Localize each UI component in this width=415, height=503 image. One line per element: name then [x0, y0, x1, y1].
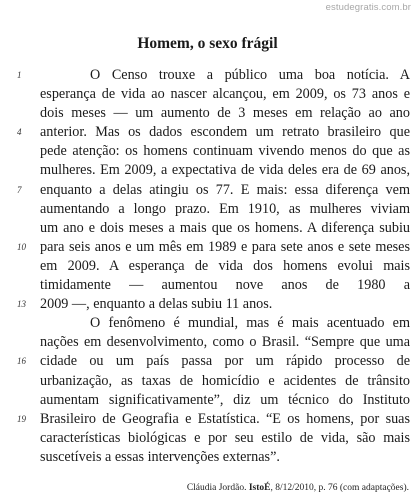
line-text: O fenômeno é mundial, mas é mais acentuado em — [90, 315, 410, 332]
text-line — [0, 181, 415, 200]
line-text: suscetíveis a essas intervenções externas”. — [40, 448, 280, 465]
text-body — [0, 66, 415, 467]
text-line — [0, 219, 415, 238]
line-text: nações em desenvolvimento, como o Brasil. “Sempre que uma — [40, 334, 410, 351]
line-text: 2009 —, enquanto a delas subiu 11 anos. — [40, 296, 273, 313]
text-line — [0, 257, 415, 276]
line-number: 19 — [17, 413, 26, 424]
text-line — [0, 391, 415, 410]
line-text: aumentam significativamente”, diz um técnico do Instituto — [40, 391, 410, 408]
text-line — [0, 200, 415, 219]
text-line — [0, 352, 415, 371]
text-line — [0, 85, 415, 104]
line-number: 1 — [17, 70, 22, 80]
text-line — [0, 314, 415, 333]
line-number: 7 — [17, 184, 22, 195]
text-line — [0, 238, 415, 257]
text-line — [0, 333, 415, 352]
line-text: aumentando a longo prazo. Em 1910, as mulheres viviam — [40, 200, 410, 217]
document-title: Homem, o sexo frágil — [137, 35, 278, 52]
text-line — [0, 123, 415, 142]
line-text: em 2009. A esperança de vida dos homens evolui mais — [40, 257, 410, 274]
line-text: mulheres. Em 2009, a expectativa de vida deles era de 69 anos, — [40, 162, 410, 179]
line-text: para seis anos e um mês em 1989 e para sete anos e sete meses — [40, 238, 410, 255]
line-number: 4 — [17, 127, 22, 138]
line-number: 10 — [17, 241, 26, 252]
line-text: cidade ou um país passa por um rápido processo de — [40, 353, 410, 370]
line-text: urbanização, as taxas de homicídio e acidentes de trânsito — [40, 372, 410, 389]
line-text: anterior. Mas os dados escondem um retrato brasileiro que — [40, 124, 410, 141]
text-line — [0, 429, 415, 448]
line-text: timidamente — aumentou nove anos de 1980 a — [40, 277, 410, 294]
source-details: , 8/12/2010, p. 76 (com adaptações). — [270, 483, 409, 493]
line-text: características biológicas e por seu estilo de vida, são mais — [40, 429, 410, 446]
line-number: 16 — [17, 356, 26, 367]
source-citation — [187, 483, 409, 493]
line-text: esperança de vida ao nascer alcançou, em 2009, os 73 anos e — [40, 86, 410, 103]
source-author: Cláudia Jordão. — [186, 483, 247, 493]
text-line — [0, 104, 415, 123]
text-line — [0, 448, 415, 467]
line-text: dois meses — um aumento de 3 meses em relação ao ano — [40, 105, 410, 122]
text-line — [0, 372, 415, 391]
text-line — [0, 295, 415, 314]
watermark: estudegratis.com.br — [325, 2, 411, 13]
line-text: pede atenção: os homens continuam vivendo menos do que as — [40, 143, 410, 160]
source-publication: IstoÉ — [248, 483, 271, 493]
line-text: O Censo trouxe a público uma boa notícia. A — [90, 67, 410, 83]
text-line — [0, 142, 415, 161]
line-number: 13 — [17, 299, 26, 310]
text-line — [0, 161, 415, 180]
line-text: um ano e dois meses a mais que os homens. A diferença subiu — [40, 219, 410, 236]
line-text: Brasileiro de Geografia e Estatística. “E os homens, por suas — [40, 410, 410, 427]
line-text: enquanto a delas atingiu os 77. E mais: essa diferença vem — [40, 181, 410, 198]
text-line — [0, 66, 415, 85]
text-line — [0, 410, 415, 429]
text-line — [0, 276, 415, 295]
